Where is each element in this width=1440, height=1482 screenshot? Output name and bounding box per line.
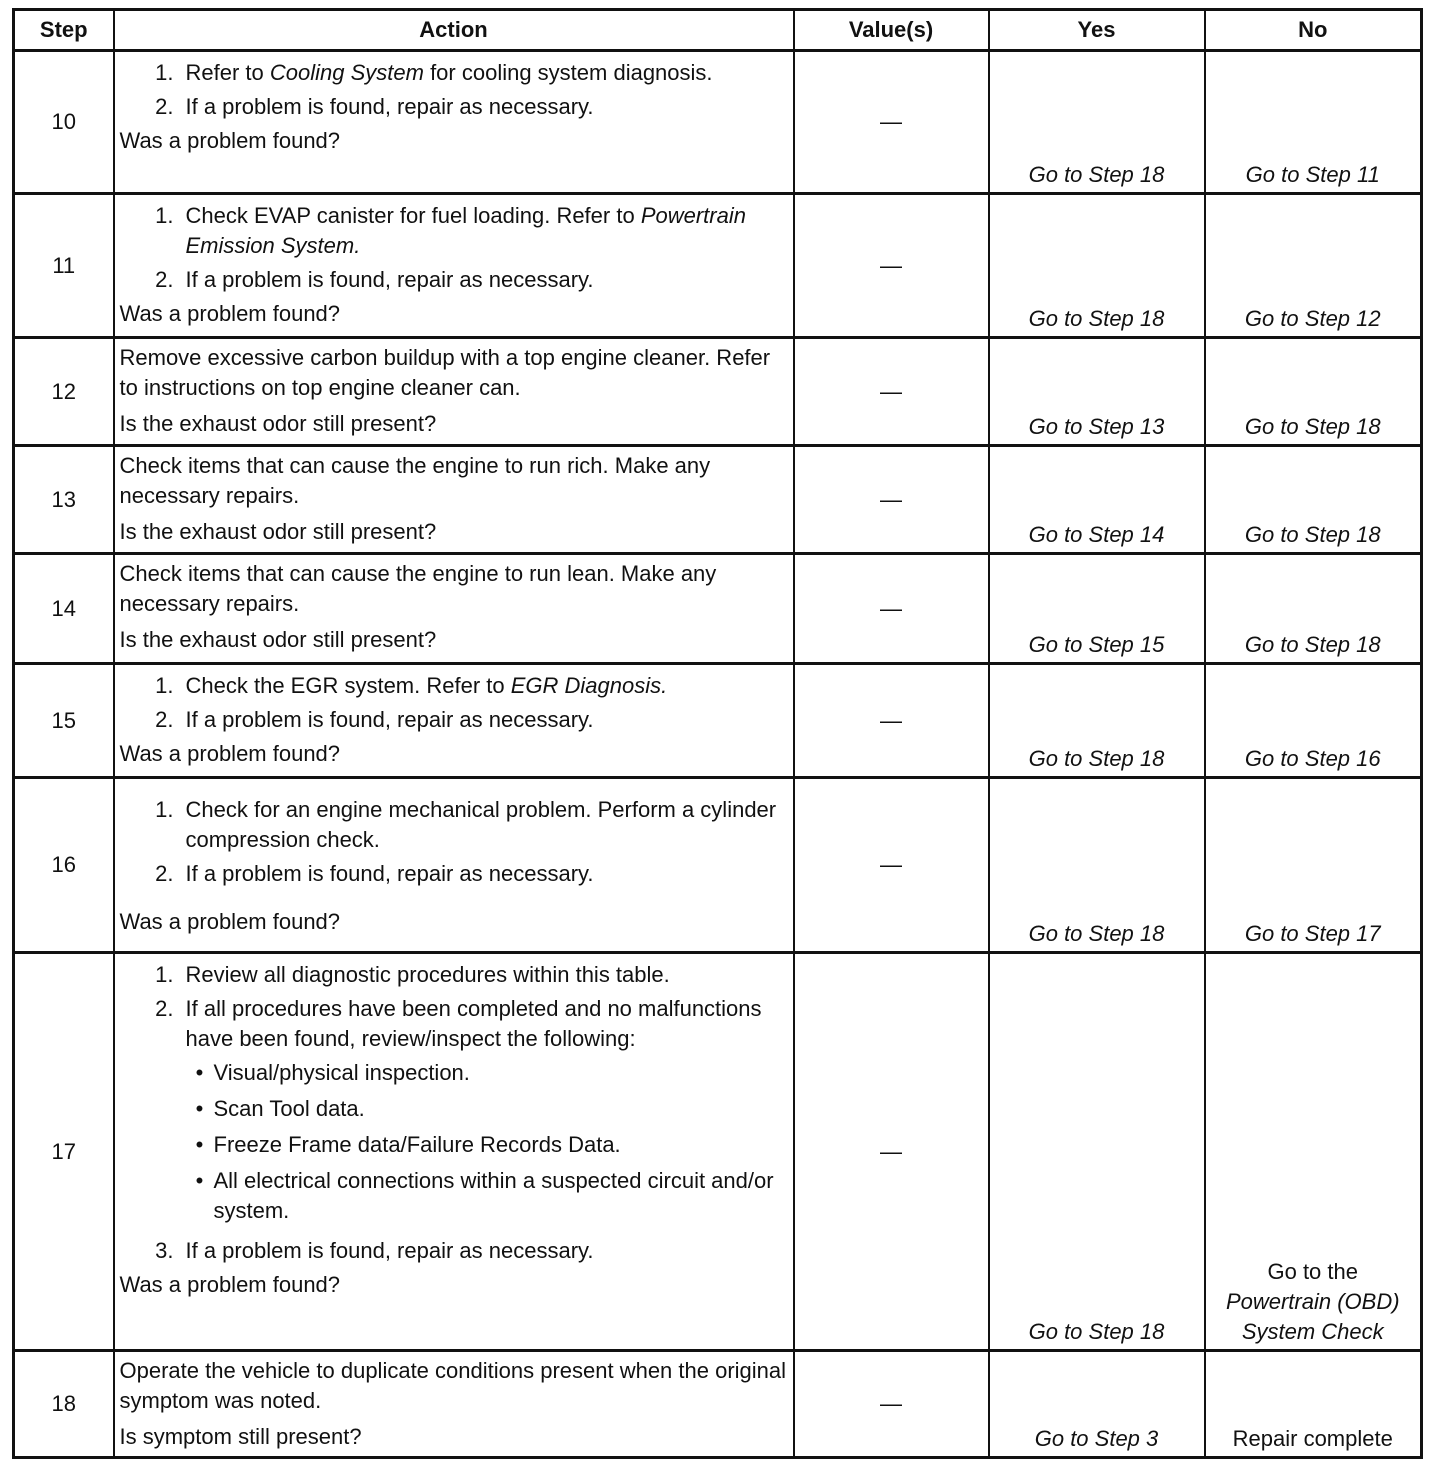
list-item: [120, 795, 787, 855]
step-number: 14: [14, 554, 114, 664]
header-step: Step: [14, 10, 114, 51]
no-cell: Go to Step 16: [1205, 664, 1422, 778]
item-text: Review all diagnostic procedures within this table.: [185, 962, 670, 987]
action-cell: [114, 1351, 794, 1458]
yes-cell: Go to Step 18: [989, 664, 1205, 778]
list-item: [120, 994, 787, 1232]
list-item: [120, 58, 787, 88]
yes-cell: Go to Step 15: [989, 554, 1205, 664]
value-cell: —: [794, 778, 989, 953]
item-text: If a problem is found, repair as necessary.: [185, 267, 594, 292]
list-item: [120, 201, 787, 261]
item-number: 2.: [155, 94, 174, 119]
table-row: [14, 554, 1422, 664]
yes-cell: Go to Step 18: [989, 953, 1205, 1351]
step-number: 13: [14, 446, 114, 554]
list-item: [120, 265, 787, 295]
list-item: [120, 92, 787, 122]
list-item: [120, 859, 787, 889]
item-number: 1.: [155, 60, 174, 85]
value-cell: —: [794, 446, 989, 554]
table-row: [14, 778, 1422, 953]
action-cell: [114, 446, 794, 554]
bullet-item: • Scan Tool data.: [195, 1096, 365, 1121]
item-text: Refer to Cooling System for cooling system diagnosis.: [185, 60, 713, 85]
item-number: 2.: [155, 861, 174, 886]
value-cell: —: [794, 953, 989, 1351]
list-item: [120, 1236, 787, 1266]
bullet-list: [186, 1058, 787, 1226]
value-cell: —: [794, 1351, 989, 1458]
yes-cell: Go to Step 18: [989, 778, 1205, 953]
header-yes: Yes: [989, 10, 1205, 51]
no-cell: Go to Step 18: [1205, 338, 1422, 446]
list-item: [120, 960, 787, 990]
table-row: [14, 1351, 1422, 1458]
action-cell: [114, 953, 794, 1351]
table-row: [14, 194, 1422, 338]
header-no: No: [1205, 10, 1422, 51]
question-text: Was a problem found?: [119, 1272, 341, 1297]
no-cell: [1205, 953, 1422, 1351]
table-row: [14, 446, 1422, 554]
header-values: Value(s): [794, 10, 989, 51]
value-cell: —: [794, 338, 989, 446]
table-row: [14, 51, 1422, 194]
question-text: Was a problem found?: [119, 128, 341, 153]
item-number: 1.: [155, 673, 174, 698]
bullet-item: • Freeze Frame data/Failure Records Data.: [195, 1132, 621, 1157]
no-line: System Check: [1241, 1319, 1384, 1344]
item-text: If a problem is found, repair as necessary.: [185, 1238, 594, 1263]
yes-cell: Go to Step 18: [989, 194, 1205, 338]
question-text: Was a problem found?: [119, 301, 341, 326]
no-cell: Go to Step 12: [1205, 194, 1422, 338]
step-number: 18: [14, 1351, 114, 1458]
item-number: 1.: [155, 797, 174, 822]
action-text: Operate the vehicle to duplicate conditions present when the original symptom was noted.: [119, 1358, 787, 1413]
yes-cell: Go to Step 13: [989, 338, 1205, 446]
value-cell: —: [794, 194, 989, 338]
action-cell: [114, 338, 794, 446]
header-row: [14, 10, 1422, 51]
bullet-item: • Visual/physical inspection.: [195, 1060, 470, 1085]
value-cell: —: [794, 664, 989, 778]
step-number: 17: [14, 953, 114, 1351]
header-action: Action: [114, 10, 794, 51]
step-number: 12: [14, 338, 114, 446]
question-text: Was a problem found?: [119, 741, 341, 766]
item-text: Check the EGR system. Refer to EGR Diagnosis.: [185, 673, 668, 698]
diagnostic-table: [12, 8, 1423, 1459]
item-number: 3.: [155, 1238, 174, 1263]
step-number: 16: [14, 778, 114, 953]
no-cell: Go to Step 18: [1205, 554, 1422, 664]
value-cell: —: [794, 554, 989, 664]
action-text: Remove excessive carbon buildup with a top engine cleaner. Refer to instructions on top engine cleaner can.: [119, 345, 771, 400]
yes-cell: Go to Step 14: [989, 446, 1205, 554]
item-number: 2.: [155, 267, 174, 292]
question-text: Is symptom still present?: [119, 1424, 362, 1449]
item-text: If all procedures have been completed and no malfunctions have been found, review/inspect the following: • Visual/physical inspection. • Scan Tool data. • Freeze Frame data/Failure Records Data. • All electrical connections within a suspected circuit and/or system.: [186, 994, 787, 1232]
step-number: 11: [14, 194, 114, 338]
item-number: 2.: [155, 707, 174, 732]
question-text: Is the exhaust odor still present?: [119, 519, 437, 544]
no-cell: Go to Step 17: [1205, 778, 1422, 953]
item-text: Check EVAP canister for fuel loading. Refer to Powertrain Emission System.: [185, 203, 746, 258]
no-cell: Repair complete: [1205, 1351, 1422, 1458]
action-cell: [114, 554, 794, 664]
bullet-item: • All electrical connections within a suspected circuit and/or system.: [195, 1168, 774, 1223]
no-cell: Go to Step 18: [1205, 446, 1422, 554]
action-cell: [114, 51, 794, 194]
action-cell: [114, 194, 794, 338]
yes-cell: Go to Step 3: [989, 1351, 1205, 1458]
item-number: 1.: [155, 962, 174, 987]
value-cell: —: [794, 51, 989, 194]
question-text: Is the exhaust odor still present?: [119, 627, 437, 652]
item-number: 2.: [155, 996, 174, 1021]
list-item: [120, 671, 787, 701]
item-text: If a problem is found, repair as necessary.: [185, 94, 594, 119]
list-item: [120, 705, 787, 735]
action-cell: [114, 778, 794, 953]
no-line: Powertrain (OBD): [1225, 1289, 1400, 1314]
item-text: If a problem is found, repair as necessary.: [185, 707, 594, 732]
action-text: Check items that can cause the engine to run lean. Make any necessary repairs.: [119, 561, 717, 616]
table-row: [14, 953, 1422, 1351]
step-number: 10: [14, 51, 114, 194]
no-cell: Go to Step 11: [1205, 51, 1422, 194]
action-text: Check items that can cause the engine to run rich. Make any necessary repairs.: [119, 453, 711, 508]
question-text: Is the exhaust odor still present?: [119, 411, 437, 436]
step-number: 15: [14, 664, 114, 778]
yes-cell: Go to Step 18: [989, 51, 1205, 194]
item-number: 1.: [155, 203, 174, 228]
item-text: Check for an engine mechanical problem. Perform a cylinder compression check.: [185, 797, 777, 852]
action-cell: [114, 664, 794, 778]
table-row: [14, 338, 1422, 446]
item-text: If a problem is found, repair as necessary.: [185, 861, 594, 886]
table-row: [14, 664, 1422, 778]
question-text: Was a problem found?: [119, 909, 341, 934]
no-line: Go to the: [1267, 1259, 1358, 1284]
